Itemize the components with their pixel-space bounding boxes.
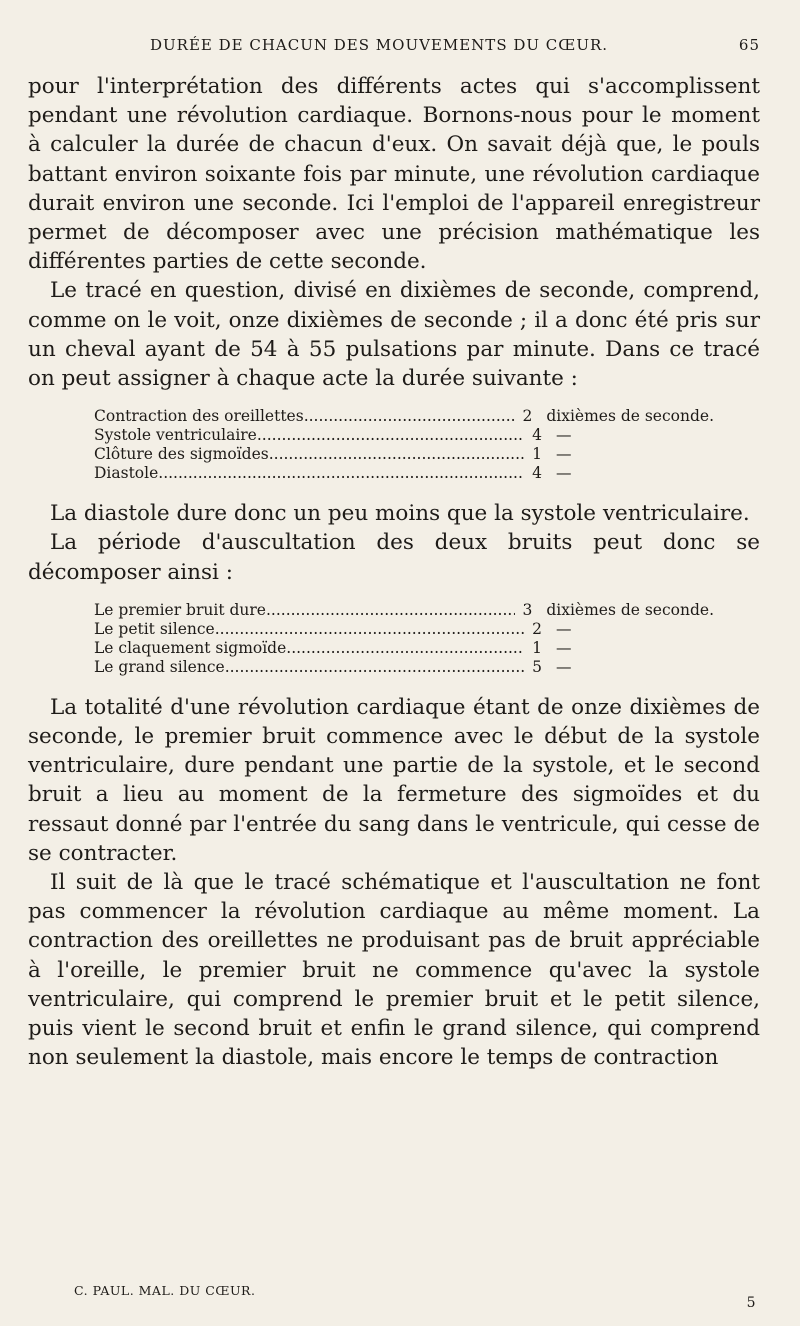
table-row bbox=[94, 445, 714, 464]
leader-dots bbox=[215, 620, 524, 639]
row-label: Diastole bbox=[94, 464, 159, 483]
row-unit: — bbox=[556, 657, 572, 676]
signature-mark: 5 bbox=[746, 1295, 756, 1311]
running-title: DURÉE DE CHACUN DES MOUVEMENTS DU CŒUR. bbox=[150, 36, 609, 54]
row-unit: — bbox=[556, 464, 572, 483]
row-label: Le petit silence bbox=[94, 619, 215, 638]
row-label: Le grand silence bbox=[94, 657, 225, 676]
row-label: Systole ventriculaire bbox=[94, 426, 257, 445]
leader-dots bbox=[269, 445, 524, 464]
table-row bbox=[94, 639, 714, 658]
paragraph: pour l'interprétation des différents actes qui s'accomplissent pendant une révolution cardiaque. Bornons-nous pour le moment à calculer la durée de chacun d'eux. On savait déjà que, le pouls battant environ soixante fois par minute, une révolution cardiaque durait environ une seconde. Ici l'emploi de l'appareil enregistreur permet de décomposer avec une précision mathématique les différentes parties de cette seconde. bbox=[28, 74, 760, 275]
row-value: 2 bbox=[522, 407, 533, 426]
paragraph: La diastole dure donc un peu moins que la systole ventriculaire. bbox=[50, 501, 750, 527]
body-text bbox=[28, 72, 760, 1072]
row-unit: — bbox=[556, 638, 572, 657]
paragraph: Il suit de là que le tracé schématique et l'auscultation ne font pas commencer la révolution cardiaque au même moment. La contraction des oreillettes ne produisant pas de bruit appréciable à l'oreille, le premier bruit ne commence qu'avec la systole ventriculaire, qui comprend le premier bruit et le petit silence, puis vient le second bruit et enfin le grand silence, qui comprend non seulement la diastole, mais encore le temps de contraction bbox=[28, 870, 760, 1071]
row-unit: dixièmes de seconde. bbox=[546, 600, 714, 619]
table-row bbox=[94, 658, 714, 677]
table-row bbox=[94, 620, 714, 639]
row-unit: dixièmes de seconde. bbox=[546, 407, 714, 426]
row-value: 3 bbox=[522, 600, 533, 619]
row-value: 4 bbox=[532, 464, 542, 483]
table-row bbox=[94, 426, 714, 445]
table-row bbox=[94, 601, 714, 620]
paragraph: La totalité d'une révolution cardiaque étant de onze dixièmes de seconde, le premier bruit commence avec le début de la systole ventriculaire, dure pendant une partie de la systole, et le second bruit a lieu au moment de la fermeture des sigmoïdes et du ressaut donné par l'entrée du sang dans le ventricule, qui cesse de se contracter. bbox=[28, 694, 760, 866]
row-value: 4 bbox=[532, 426, 542, 445]
row-unit: — bbox=[556, 426, 572, 445]
leader-dots bbox=[257, 426, 524, 445]
paragraph: La période d'auscultation des deux bruits peut donc se décomposer ainsi : bbox=[28, 530, 760, 585]
row-value: 2 bbox=[532, 619, 542, 638]
leader-dots bbox=[158, 464, 524, 483]
row-unit: — bbox=[556, 619, 572, 638]
leader-dots bbox=[225, 658, 524, 677]
row-value: 5 bbox=[532, 657, 542, 676]
duration-table-acts bbox=[94, 407, 714, 483]
row-label: Le premier bruit dure bbox=[94, 600, 266, 619]
page-number: 65 bbox=[738, 36, 760, 54]
leader-dots bbox=[304, 407, 515, 426]
table-row bbox=[94, 407, 714, 426]
row-value: 1 bbox=[532, 638, 542, 657]
table-row bbox=[94, 464, 714, 483]
leader-dots bbox=[286, 639, 524, 658]
signature-line: C. PAUL. MAL. DU CŒUR. bbox=[74, 1283, 256, 1298]
running-head bbox=[150, 36, 760, 54]
row-unit: — bbox=[556, 445, 572, 464]
paragraph: Le tracé en question, divisé en dixièmes de seconde, comprend, comme on le voit, onze dixièmes de seconde ; il a donc été pris sur un cheval ayant de 54 à 55 pulsations par minute. Dans ce tracé on peut assigner à chaque acte la durée suivante : bbox=[28, 278, 760, 392]
page-footer bbox=[74, 1283, 756, 1311]
row-label: Clôture des sigmoïdes bbox=[94, 445, 269, 464]
duration-table-sounds bbox=[94, 601, 714, 677]
row-value: 1 bbox=[532, 445, 542, 464]
row-label: Le claquement sigmoïde bbox=[94, 638, 287, 657]
row-label: Contraction des oreillettes bbox=[94, 407, 304, 426]
leader-dots bbox=[266, 601, 515, 620]
